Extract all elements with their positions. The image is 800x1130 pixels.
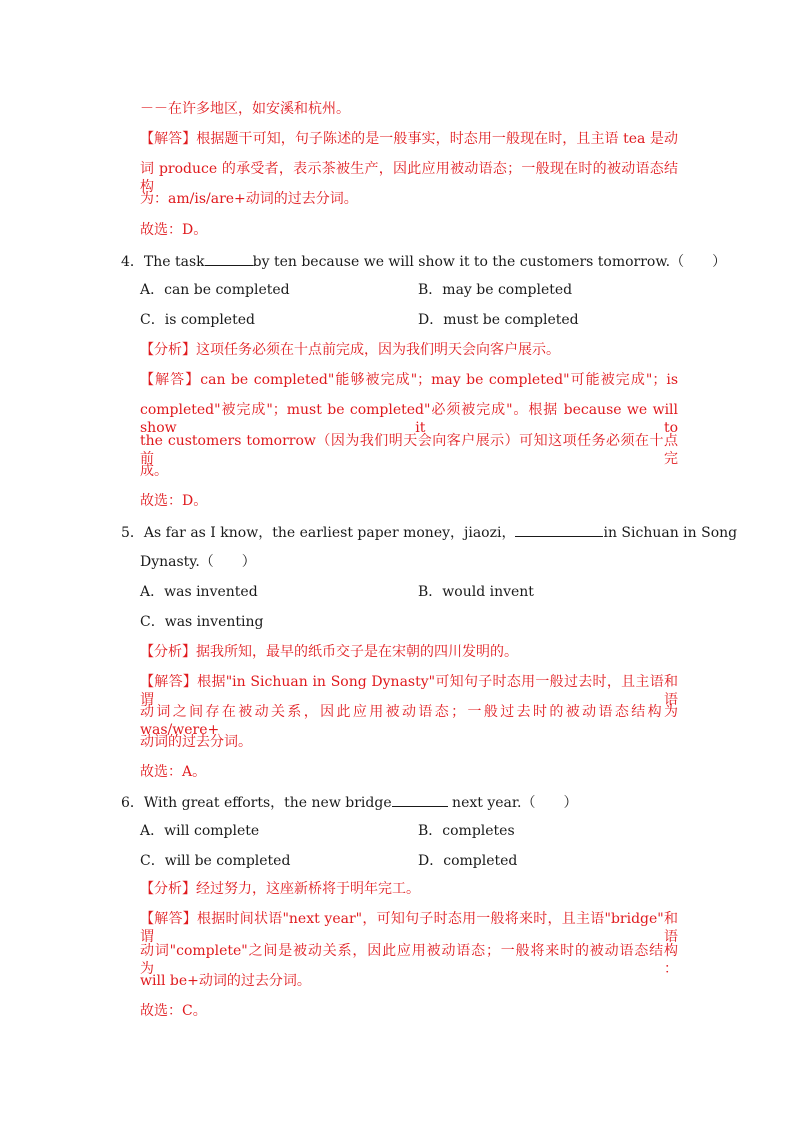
q3-answer-line-1: 【解答】根据题干可知，句子陈述的是一般事实，时态用一般现在时，且主语 tea 是动: [140, 131, 678, 147]
q3-translation-tail: －－在许多地区，如安溪和杭州。: [140, 101, 350, 117]
q5-stem-end: in Sichuan in Song: [603, 525, 738, 541]
q5-option-c: C．was inventing: [140, 614, 264, 630]
q4-choice: 故选：D。: [140, 493, 208, 509]
q6-option-d: D．completed: [418, 853, 518, 869]
q5-stem-start: 5．As far as I know，the earliest paper money，jiaozi，: [121, 525, 516, 541]
q5-stem: [121, 522, 737, 542]
q4-answer-blank: [205, 251, 253, 266]
q5-option-b: B．would invent: [418, 584, 534, 600]
q4-answer-line-2: completed"被完成"；must be completed"必须被完成"。根据 because we will show it to: [140, 402, 678, 436]
q4-answer-line-1: 【解答】can be completed"能够被完成"；may be completed"可能被完成"；is: [140, 372, 678, 388]
q6-option-b: B．completes: [418, 823, 515, 839]
q6-answer-blank: [392, 792, 448, 807]
q3-answer-line-3: 为：am/is/are+动词的过去分词。: [140, 191, 358, 207]
q6-stem-start: 6．With great efforts，the new bridge: [121, 795, 392, 811]
q6-answer-line-2: 动词"complete"之间是被动关系，因此应用被动语态；一般将来时的被动语态结构为：: [140, 943, 678, 977]
q6-choice: 故选：C。: [140, 1003, 207, 1019]
q6-option-c: C．will be completed: [140, 853, 291, 869]
q4-option-c: C．is completed: [140, 312, 255, 328]
q5-option-a: A．was invented: [140, 584, 258, 600]
q5-answer-line-2: 动词之间存在被动关系，因此应用被动语态；一般过去时的被动语态结构为 was/were+: [140, 704, 678, 738]
q4-stem-end: by ten because we will show it to the customers tomorrow.（ ）: [252, 254, 727, 270]
q4-option-a: A．can be completed: [140, 282, 290, 298]
q6-answer-line-3: will be+动词的过去分词。: [140, 973, 311, 989]
q5-answer-line-3: 动词的过去分词。: [140, 734, 252, 750]
q5-answer-line-1: 【解答】根据"in Sichuan in Song Dynasty"可知句子时态用一般过去时，且主语和谓语: [140, 674, 678, 708]
q3-choice: 故选：D。: [140, 222, 208, 238]
q5-analysis: 【分析】据我所知，最早的纸币交子是在宋朝的四川发明的。: [140, 644, 518, 660]
q4-answer-line-4: 成。: [140, 463, 168, 479]
q6-stem: [121, 792, 577, 812]
q4-stem-start: 4．The task: [121, 254, 205, 270]
q4-answer-line-3: the customers tomorrow（因为我们明天会向客户展示）可知这项任务必须在十点前完: [140, 433, 678, 467]
q6-analysis: 【分析】经过努力，这座新桥将于明年完工。: [140, 881, 420, 897]
q6-stem-end: next year.（ ）: [447, 795, 578, 811]
q4-stem: [121, 251, 726, 271]
q4-analysis: 【分析】这项任务必须在十点前完成，因为我们明天会向客户展示。: [140, 342, 560, 358]
q3-answer-line-2: 词 produce 的承受者，表示茶被生产，因此应用被动语态；一般现在时的被动语态结构: [140, 161, 678, 195]
q5-choice: 故选：A。: [140, 764, 207, 780]
q6-answer-line-1: 【解答】根据时间状语"next year"，可知句子时态用一般将来时，且主语"bridge"和谓语: [140, 911, 678, 945]
q4-option-d: D．must be completed: [418, 312, 579, 328]
q5-answer-blank: [515, 522, 603, 537]
q5-stem-line-2: Dynasty.（ ）: [140, 554, 256, 570]
q6-option-a: A．will complete: [140, 823, 260, 839]
q4-option-b: B．may be completed: [418, 282, 573, 298]
